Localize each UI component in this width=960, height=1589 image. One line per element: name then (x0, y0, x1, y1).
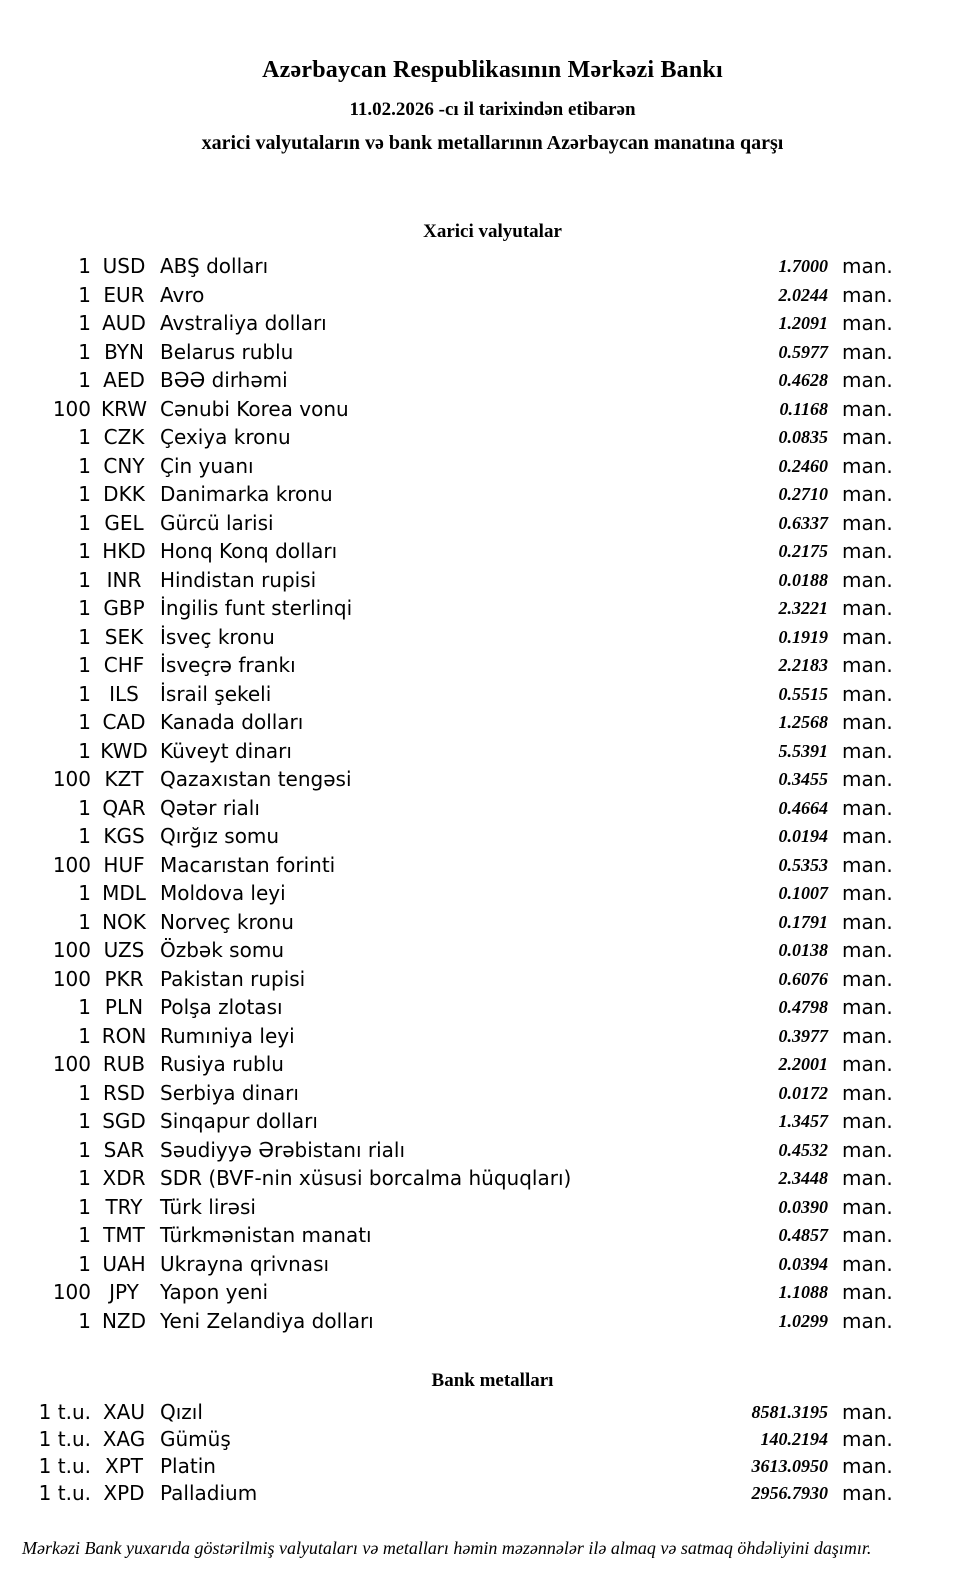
rate-row (0, 480, 960, 509)
currency-name: Cənubi Korea vonu (160, 396, 349, 421)
quantity-value: 1 t.u. (38, 1481, 91, 1505)
unit-label: man. (842, 482, 893, 506)
metal-rate-table (0, 1399, 960, 1507)
rate-row (0, 1480, 960, 1507)
rate-row (0, 851, 960, 880)
unit-label: man. (842, 396, 893, 421)
rate-row (0, 965, 960, 994)
rate-row (0, 737, 960, 766)
currency-code: NOK (102, 909, 146, 934)
rate-row (0, 594, 960, 623)
currency-code: DKK (103, 482, 145, 506)
currency-name: Danimarka kronu (160, 482, 333, 506)
currency-name: Moldova leyi (160, 881, 286, 905)
rate-value: 2.2001 (778, 1054, 828, 1074)
rate-row (0, 708, 960, 737)
unit-label: man. (842, 1223, 893, 1247)
unit-label: man. (842, 1400, 893, 1424)
currency-name: Belarus rublu (160, 339, 294, 364)
rate-value: 0.1791 (778, 911, 828, 932)
currency-code: ILS (109, 681, 139, 706)
currency-code: CZK (103, 425, 145, 449)
currency-code: RSD (103, 1080, 145, 1105)
rate-row (0, 1453, 960, 1480)
unit-label: man. (842, 1052, 893, 1076)
unit-label: man. (842, 339, 893, 364)
quantity-value: 100 (52, 1052, 91, 1076)
currency-name: Avro (160, 282, 205, 307)
currency-name: Serbiya dinarı (160, 1080, 299, 1105)
rate-row (0, 309, 960, 338)
currency-name: Rumıniya leyi (160, 1023, 295, 1048)
rate-row (0, 395, 960, 424)
currency-code: SEK (104, 624, 144, 649)
currency-name: Çin yuanı (160, 453, 254, 478)
rate-value: 0.4532 (778, 1139, 828, 1160)
quantity-value: 1 (78, 425, 91, 449)
currency-code: CNY (103, 453, 145, 478)
quantity-value: 1 (78, 995, 91, 1019)
rate-value: 0.0188 (778, 569, 828, 590)
rate-row (0, 1221, 960, 1250)
rate-value: 1.7000 (778, 256, 828, 276)
currency-name: İsrail şekeli (160, 681, 272, 706)
rate-row (0, 1250, 960, 1279)
unit-label: man. (842, 1308, 893, 1333)
rate-value: 1.0299 (778, 1310, 828, 1331)
unit-label: man. (842, 681, 893, 706)
rate-row (0, 338, 960, 367)
quantity-value: 100 (52, 938, 91, 962)
quantity-value: 1 t.u. (38, 1454, 91, 1478)
currency-name: Türk lirəsi (160, 1194, 256, 1219)
quantity-value: 1 (78, 254, 91, 278)
quantity-value: 1 (78, 311, 91, 335)
disclaimer-note: Mərkəzi Bank yuxarıda göstərilmiş valyutaları və metalları həmin məzənnələr ilə almaq və satmaq öhdəliyini daşımır. (22, 1538, 872, 1558)
unit-label: man. (842, 938, 893, 962)
currency-code: HUF (103, 852, 145, 877)
quantity-value: 1 (78, 510, 91, 535)
unit-label: man. (842, 282, 893, 307)
currency-code: PLN (104, 995, 144, 1019)
unit-label: man. (842, 767, 893, 791)
rate-row (0, 936, 960, 965)
quantity-value: 1 (78, 1080, 91, 1105)
currency-name: Yeni Zelandiya dolları (160, 1308, 374, 1333)
rate-row (0, 1136, 960, 1165)
page-subtitle: xarici valyutaların və bank metallarının Azərbaycan manatına qarşı (201, 132, 784, 154)
currency-name: Qırğız somu (160, 824, 280, 848)
currency-code: JPY (109, 1280, 139, 1304)
quantity-value: 1 (78, 824, 91, 848)
unit-label: man. (842, 1080, 893, 1105)
rate-value: 2.3221 (778, 598, 828, 618)
currency-code: BYN (104, 339, 144, 364)
quantity-value: 1 (78, 738, 91, 763)
currency-code: XPD (103, 1481, 145, 1505)
rate-value: 0.6076 (778, 968, 828, 989)
unit-label: man. (842, 1454, 893, 1478)
section-title-currencies: Xarici valyutalar (423, 221, 562, 242)
currency-name: Özbək somu (160, 938, 284, 962)
rate-value: 1.1088 (778, 1282, 828, 1302)
currency-rate-table (0, 252, 960, 1335)
rate-value: 0.3977 (778, 1025, 828, 1046)
currency-code: SAR (103, 1137, 145, 1162)
unit-label: man. (842, 510, 893, 535)
currency-code: USD (102, 254, 146, 278)
currency-code: KGS (103, 824, 145, 848)
unit-label: man. (842, 1481, 893, 1505)
quantity-value: 1 (78, 596, 91, 620)
currency-code: XAG (102, 1427, 146, 1451)
rate-row (0, 1107, 960, 1136)
quantity-value: 1 (78, 624, 91, 649)
rate-row (0, 509, 960, 538)
currency-name: Avstraliya dolları (160, 311, 327, 335)
rate-row (0, 651, 960, 680)
currency-code: RON (101, 1023, 147, 1048)
section-title-metals: Bank metalları (431, 1370, 554, 1391)
quantity-value: 1 (78, 710, 91, 734)
unit-label: man. (842, 1166, 893, 1190)
rate-value: 0.5515 (778, 683, 828, 704)
currency-name: Küveyt dinarı (160, 738, 292, 763)
currency-code: XAU (102, 1400, 146, 1424)
currency-code: AUD (102, 311, 146, 335)
rate-row (0, 1278, 960, 1307)
rate-value: 2.0244 (778, 284, 828, 305)
rate-row (0, 252, 960, 281)
quantity-value: 1 t.u. (38, 1400, 91, 1424)
rate-value: 0.0172 (778, 1082, 828, 1103)
rate-value: 0.6337 (778, 512, 828, 533)
unit-label: man. (842, 1137, 893, 1162)
unit-label: man. (842, 1023, 893, 1048)
quantity-value: 1 (78, 1251, 91, 1276)
rate-value: 8581.3195 (751, 1402, 828, 1422)
quantity-value: 1 (78, 282, 91, 307)
quantity-value: 1 (78, 453, 91, 478)
currency-code: HKD (102, 539, 146, 563)
rate-value: 5.5391 (778, 740, 828, 761)
currency-name: Kanada dolları (160, 710, 304, 734)
currency-name: İngilis funt sterlinqi (160, 596, 353, 620)
unit-label: man. (842, 852, 893, 877)
currency-name: Qətər rialı (160, 795, 260, 820)
currency-name: Pakistan rupisi (160, 966, 306, 991)
quantity-value: 1 (78, 1223, 91, 1247)
rate-value: 0.0835 (778, 427, 828, 447)
currency-code: PKR (104, 966, 144, 991)
currency-name: Səudiyyə Ərəbistanı rialı (160, 1137, 406, 1162)
quantity-value: 1 (78, 795, 91, 820)
rate-row (0, 537, 960, 566)
currency-code: TRY (105, 1194, 143, 1219)
currency-name: BƏƏ dirhəmi (160, 368, 288, 392)
rate-row (0, 423, 960, 452)
rate-value: 0.4798 (778, 997, 828, 1017)
quantity-value: 1 (78, 539, 91, 563)
unit-label: man. (842, 368, 893, 392)
unit-label: man. (842, 995, 893, 1019)
rate-value: 2956.7930 (751, 1483, 828, 1503)
rate-row (0, 794, 960, 823)
quantity-value: 1 (78, 339, 91, 364)
unit-label: man. (842, 624, 893, 649)
rate-row (0, 1399, 960, 1426)
quantity-value: 100 (52, 767, 91, 791)
unit-label: man. (842, 653, 893, 677)
quantity-value: 100 (52, 1280, 91, 1304)
rate-value: 0.2175 (778, 541, 828, 561)
currency-name: Qazaxıstan tengəsi (160, 767, 352, 791)
rate-value: 1.3457 (778, 1111, 828, 1131)
quantity-value: 1 t.u. (38, 1427, 91, 1451)
rate-row (0, 281, 960, 310)
unit-label: man. (842, 453, 893, 478)
rate-value: 0.0194 (778, 826, 828, 846)
unit-label: man. (842, 567, 893, 592)
rate-row (0, 1050, 960, 1079)
currency-name: Macarıstan forinti (160, 852, 336, 877)
currency-code: CHF (103, 653, 145, 677)
rate-row (0, 822, 960, 851)
quantity-value: 1 (78, 482, 91, 506)
rate-value: 0.0390 (778, 1196, 828, 1217)
unit-label: man. (842, 909, 893, 934)
currency-code: GEL (104, 510, 144, 535)
quantity-value: 1 (78, 1194, 91, 1219)
unit-label: man. (842, 539, 893, 563)
currency-code: KRW (101, 396, 147, 421)
quantity-value: 1 (78, 909, 91, 934)
unit-label: man. (842, 824, 893, 848)
currency-name: Yapon yeni (160, 1280, 269, 1304)
rate-row (0, 1426, 960, 1453)
currency-name: Palladium (160, 1481, 258, 1505)
quantity-value: 1 (78, 681, 91, 706)
rate-value: 0.3455 (778, 769, 828, 789)
currency-code: XDR (102, 1166, 146, 1190)
unit-label: man. (842, 1427, 893, 1451)
currency-code: GBP (103, 596, 145, 620)
currency-name: ABŞ dolları (160, 254, 269, 278)
currency-name: Türkmənistan manatı (160, 1223, 372, 1247)
rate-row (0, 993, 960, 1022)
unit-label: man. (842, 1251, 893, 1276)
currency-name: Sinqapur dolları (160, 1109, 318, 1133)
quantity-value: 1 (78, 1308, 91, 1333)
unit-label: man. (842, 1109, 893, 1133)
currency-name: Çexiya kronu (160, 425, 291, 449)
quantity-value: 100 (52, 396, 91, 421)
currency-name: Honq Konq dolları (160, 539, 338, 563)
rate-value: 0.1007 (778, 883, 828, 903)
rate-value: 0.1168 (779, 398, 828, 419)
rate-row (0, 1079, 960, 1108)
quantity-value: 100 (52, 966, 91, 991)
currency-name: Hindistan rupisi (160, 567, 317, 592)
quantity-value: 1 (78, 1166, 91, 1190)
unit-label: man. (842, 966, 893, 991)
currency-code: RUB (102, 1052, 146, 1076)
unit-label: man. (842, 1194, 893, 1219)
currency-code: INR (106, 567, 142, 592)
currency-name: SDR (BVF-nin xüsusi borcalma hüquqları) (160, 1166, 572, 1190)
unit-label: man. (842, 795, 893, 820)
quantity-value: 1 (78, 368, 91, 392)
unit-label: man. (842, 881, 893, 905)
currency-code: TMT (103, 1223, 145, 1247)
quantity-value: 100 (52, 852, 91, 877)
currency-name: Platin (160, 1454, 216, 1478)
unit-label: man. (842, 311, 893, 335)
currency-code: XPT (105, 1454, 143, 1478)
rate-row (0, 1022, 960, 1051)
currency-name: İsveçrə frankı (160, 653, 296, 677)
unit-label: man. (842, 1280, 893, 1304)
currency-code: QAR (102, 795, 146, 820)
rate-value: 0.4628 (778, 370, 828, 390)
unit-label: man. (842, 425, 893, 449)
currency-code: UZS (103, 938, 145, 962)
currency-code: AED (103, 368, 145, 392)
rate-row (0, 566, 960, 595)
rate-row (0, 879, 960, 908)
currency-name: Ukrayna qrivnası (160, 1251, 330, 1276)
currency-code: MDL (102, 881, 146, 905)
currency-name: Rusiya rublu (160, 1052, 284, 1076)
quantity-value: 1 (78, 881, 91, 905)
rate-row (0, 1193, 960, 1222)
rate-value: 0.1919 (778, 626, 828, 647)
rate-value: 1.2091 (778, 313, 828, 333)
rate-value: 0.5353 (778, 854, 828, 875)
quantity-value: 1 (78, 1109, 91, 1133)
rate-value: 0.2710 (778, 484, 828, 504)
currency-code: KWD (100, 738, 148, 763)
currency-name: Norveç kronu (160, 909, 294, 934)
rate-value: 0.0394 (778, 1253, 828, 1274)
currency-code: KZT (104, 767, 144, 791)
quantity-value: 1 (78, 653, 91, 677)
quantity-value: 1 (78, 567, 91, 592)
rate-row (0, 366, 960, 395)
quantity-value: 1 (78, 1023, 91, 1048)
rate-value: 0.5977 (778, 341, 828, 362)
currency-name: İsveç kronu (160, 624, 275, 649)
rate-row (0, 1307, 960, 1336)
rate-value: 2.2183 (778, 655, 828, 675)
unit-label: man. (842, 254, 893, 278)
currency-code: SGD (102, 1109, 146, 1133)
rate-row (0, 1164, 960, 1193)
currency-name: Qızıl (160, 1400, 203, 1424)
rate-row (0, 452, 960, 481)
rate-row (0, 765, 960, 794)
rate-value: 1.2568 (778, 712, 828, 732)
currency-code: NZD (101, 1308, 147, 1333)
rate-value: 0.0138 (778, 940, 828, 960)
rate-value: 140.2194 (760, 1429, 828, 1449)
rate-value: 3613.0950 (751, 1456, 828, 1476)
unit-label: man. (842, 710, 893, 734)
currency-name: Gümüş (160, 1427, 231, 1451)
currency-code: UAH (102, 1251, 146, 1276)
currency-name: Gürcü larisi (160, 510, 274, 535)
unit-label: man. (842, 738, 893, 763)
unit-label: man. (842, 596, 893, 620)
quantity-value: 1 (78, 1137, 91, 1162)
rate-value: 2.3448 (778, 1168, 828, 1188)
rate-row (0, 908, 960, 937)
rate-value: 0.4664 (778, 797, 828, 818)
currency-name: Polşa zlotası (160, 995, 283, 1019)
currency-code: CAD (102, 710, 146, 734)
page-title: Azərbaycan Respublikasının Mərkəzi Bankı (262, 57, 723, 83)
rate-row (0, 623, 960, 652)
rate-value: 0.4857 (778, 1225, 828, 1245)
rate-row (0, 680, 960, 709)
rate-value: 0.2460 (778, 455, 828, 476)
currency-code: EUR (103, 282, 145, 307)
effective-date: 11.02.2026 -cı il tarixindən etibarən (349, 99, 636, 120)
